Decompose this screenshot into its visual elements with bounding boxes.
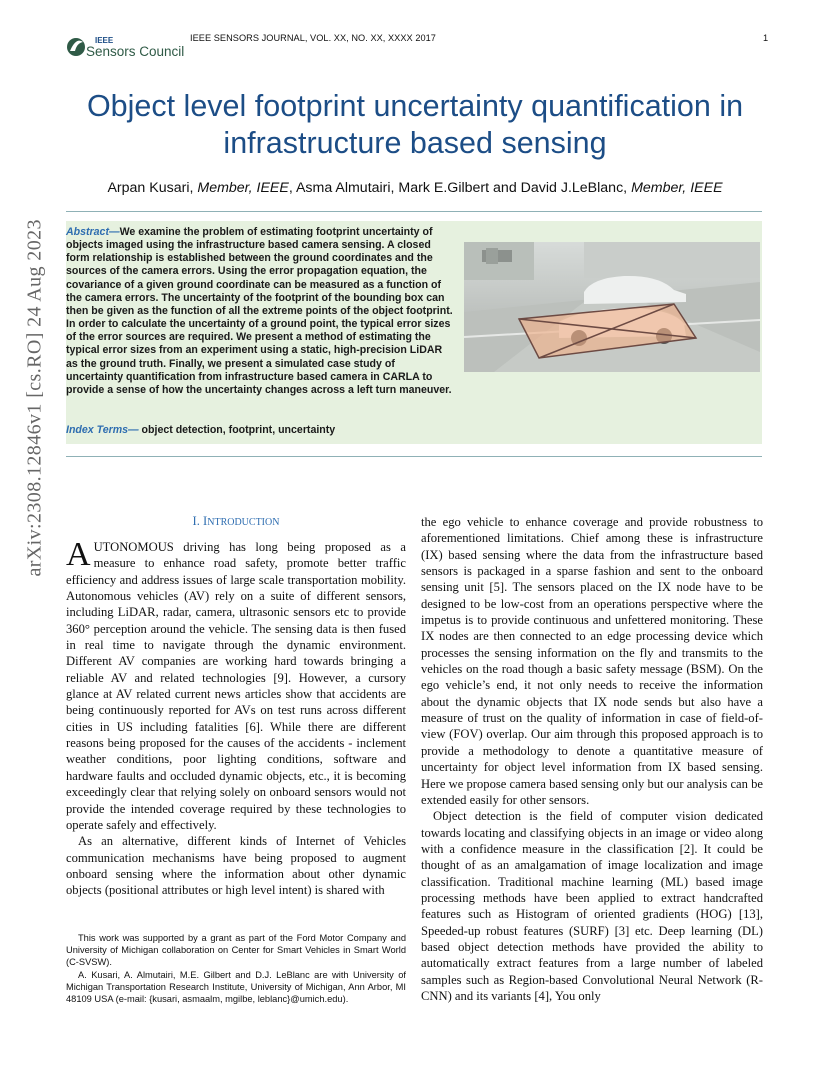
section-title-rest: NTRODUCTION (207, 517, 280, 528)
index-terms-label: Index Terms— (66, 424, 139, 436)
left-column (66, 536, 406, 899)
arxiv-stamp: arXiv:2308.12846v1 [cs.RO] 24 Aug 2023 (23, 219, 46, 577)
title-line-2: infrastructure based sensing (223, 126, 607, 160)
index-terms (66, 424, 335, 436)
logo-council-text: Sensors Council (86, 44, 185, 59)
section-number: I. (192, 514, 204, 528)
ieee-sensors-council-logo (66, 33, 186, 59)
abstract-body: We examine the problem of estimating footprint uncertainty of objects imaged using the infrastructure based camera sensing. A closed form relationship is established between the ground coordinates and the sources of the camera errors. Using the error propagation equation, the covariance of a given ground coordinate can be measured as a function of the camera errors. The uncertainty of the footprint of the bounding box can then be given as the function of all the extreme points of the object footprint. In order to calculate the uncertainty of a ground point, the typical error sizes of the error sources are required. We present a method of estimating the typical error sizes from an experiment using a static, high-precision LiDAR as the ground truth. Finally, we present a simulated case study of uncertainty quantification from infrastructure based camera in CARLA to provide a sense of how the uncertainty changes across a left turn maneuver. (66, 226, 453, 396)
author-1: Arpan Kusari, (107, 180, 198, 196)
intro-paragraph-3: the ego vehicle to enhance coverage and provide robustness to aforementioned limitations. Chief among these is infrastructure (IX) based sensing where the data from the infrastructure based sensors is packaged in a sparse fashion and sent to the onboard sensing unit [5]. The sensors placed on the IX node have to be designed to be low-cost from an operations perspective where the impetus is to provide continuous and unfettered monitoring. These IX nodes are then connected to an edge processing device which processes the sensing information on the fly and transmits to the vehicles on the road though a basic safety message (BSM). On the ego vehicle’s end, it not only needs to receive the information about the dynamic objects that IX node sends but also have a measure of trust on the quality of information in case of field-of-view (FOV) overlap. Our aim through this proposed approach is to provide a methodology to denote a quantitative measure of uncertainty for object level information from IX based sensing. Here we propose camera based sensing only but our analysis can be extended easily for other sensors. (421, 515, 763, 807)
paper-title (40, 88, 790, 162)
intro-p1-text: UTONOMOUS driving has long being proposed as a measure to enhance road safety, promote better traffic efficiency and address issues of large scale transportation mobility. Autonomous vehicles (AV) rely on a suite of different sensors, including LiDAR, radar, camera, ultrasonic sensors etc to provide 360° perception around the vehicle. The sensing data is then fused in real time to navigate through the dynamic environment. Different AV companies are working hard towards bringing a reliable AV and related technologies [9]. However, a cursory glance at AV related current news articles show that accidents are being continuously reported for AVs on test runs across different cities in US including fatalities [6]. While there are different reasons being proposed for the causes of the accidents - inclement weather conditions, poor lighting conditions, software and hardware faults and occluded dynamic objects, etc., it is becoming exceedingly clear that relying solely on onboard sensors would not provide the intended coverage required by these technologies to operate safely and effectively. (66, 540, 406, 832)
abstract-figure (464, 242, 760, 372)
logo-ieee-text: IEEE (95, 36, 114, 45)
footnote-funding: This work was supported by a grant as part of the Ford Motor Company and University of Michigan collaboration on Center for Smart Vehicles in Smart World (C-SVSW). (66, 933, 406, 968)
index-terms-text: object detection, footprint, uncertainty (138, 424, 336, 436)
bottom-rule (66, 456, 762, 457)
intro-paragraph-1 (66, 536, 406, 833)
section-title-initial: I (203, 514, 208, 528)
right-column (421, 514, 763, 1004)
dropcap: A (66, 536, 91, 573)
abstract (66, 226, 760, 397)
intro-paragraph-2: As an alternative, different kinds of Internet of Vehicles communication mechanisms have being proposed to augment onboard sensing where the information about other dynamic objects (positional attributes or high level intent) is shared with (66, 834, 406, 898)
author-1-role: Member, IEEE (197, 180, 289, 196)
intro-paragraph-4: Object detection is the field of computer vision dedicated towards locating and classifying objects in an image or video along with a confidence measure in the classification [2]. It could be thought of as an amalgamation of image localization and image classification. Traditional machine learning (ML) based image processing methods have been applied to extract handcrafted features such as Histogram of oriented gradients (HOG) [13], Speeded-up robust features (SURF) [3] etc. Deep learning (DL) based object detection methods have provided the ability to automatically extract features from a large number of labeled samples such as Region-based Convolutional Neural Network (R-CNN) and its variants [4], You only (421, 809, 763, 1003)
author-4-role: Member, IEEE (631, 180, 723, 196)
abstract-label: Abstract— (66, 226, 120, 238)
footnote (66, 932, 406, 1005)
journal-header: IEEE SENSORS JOURNAL, VOL. XX, NO. XX, XXXX 2017 (190, 33, 436, 43)
author-list (40, 180, 790, 196)
title-line-1: Object level footprint uncertainty quantification in (86, 89, 744, 123)
section-heading (66, 514, 406, 529)
author-others: , Asma Almutairi, Mark E.Gilbert and David J.LeBlanc, (288, 180, 632, 196)
footnote-affiliation: A. Kusari, A. Almutairi, M.E. Gilbert and D.J. LeBlanc are with University of Michigan Transportation Research Institute, University of Michigan, Ann Arbor, MI 48109 USA (e-mail: {kusari, asmaalm, mgilbe, leblanc}@umich.edu). (66, 969, 406, 1005)
page-number: 1 (763, 33, 769, 43)
top-rule (66, 211, 762, 212)
